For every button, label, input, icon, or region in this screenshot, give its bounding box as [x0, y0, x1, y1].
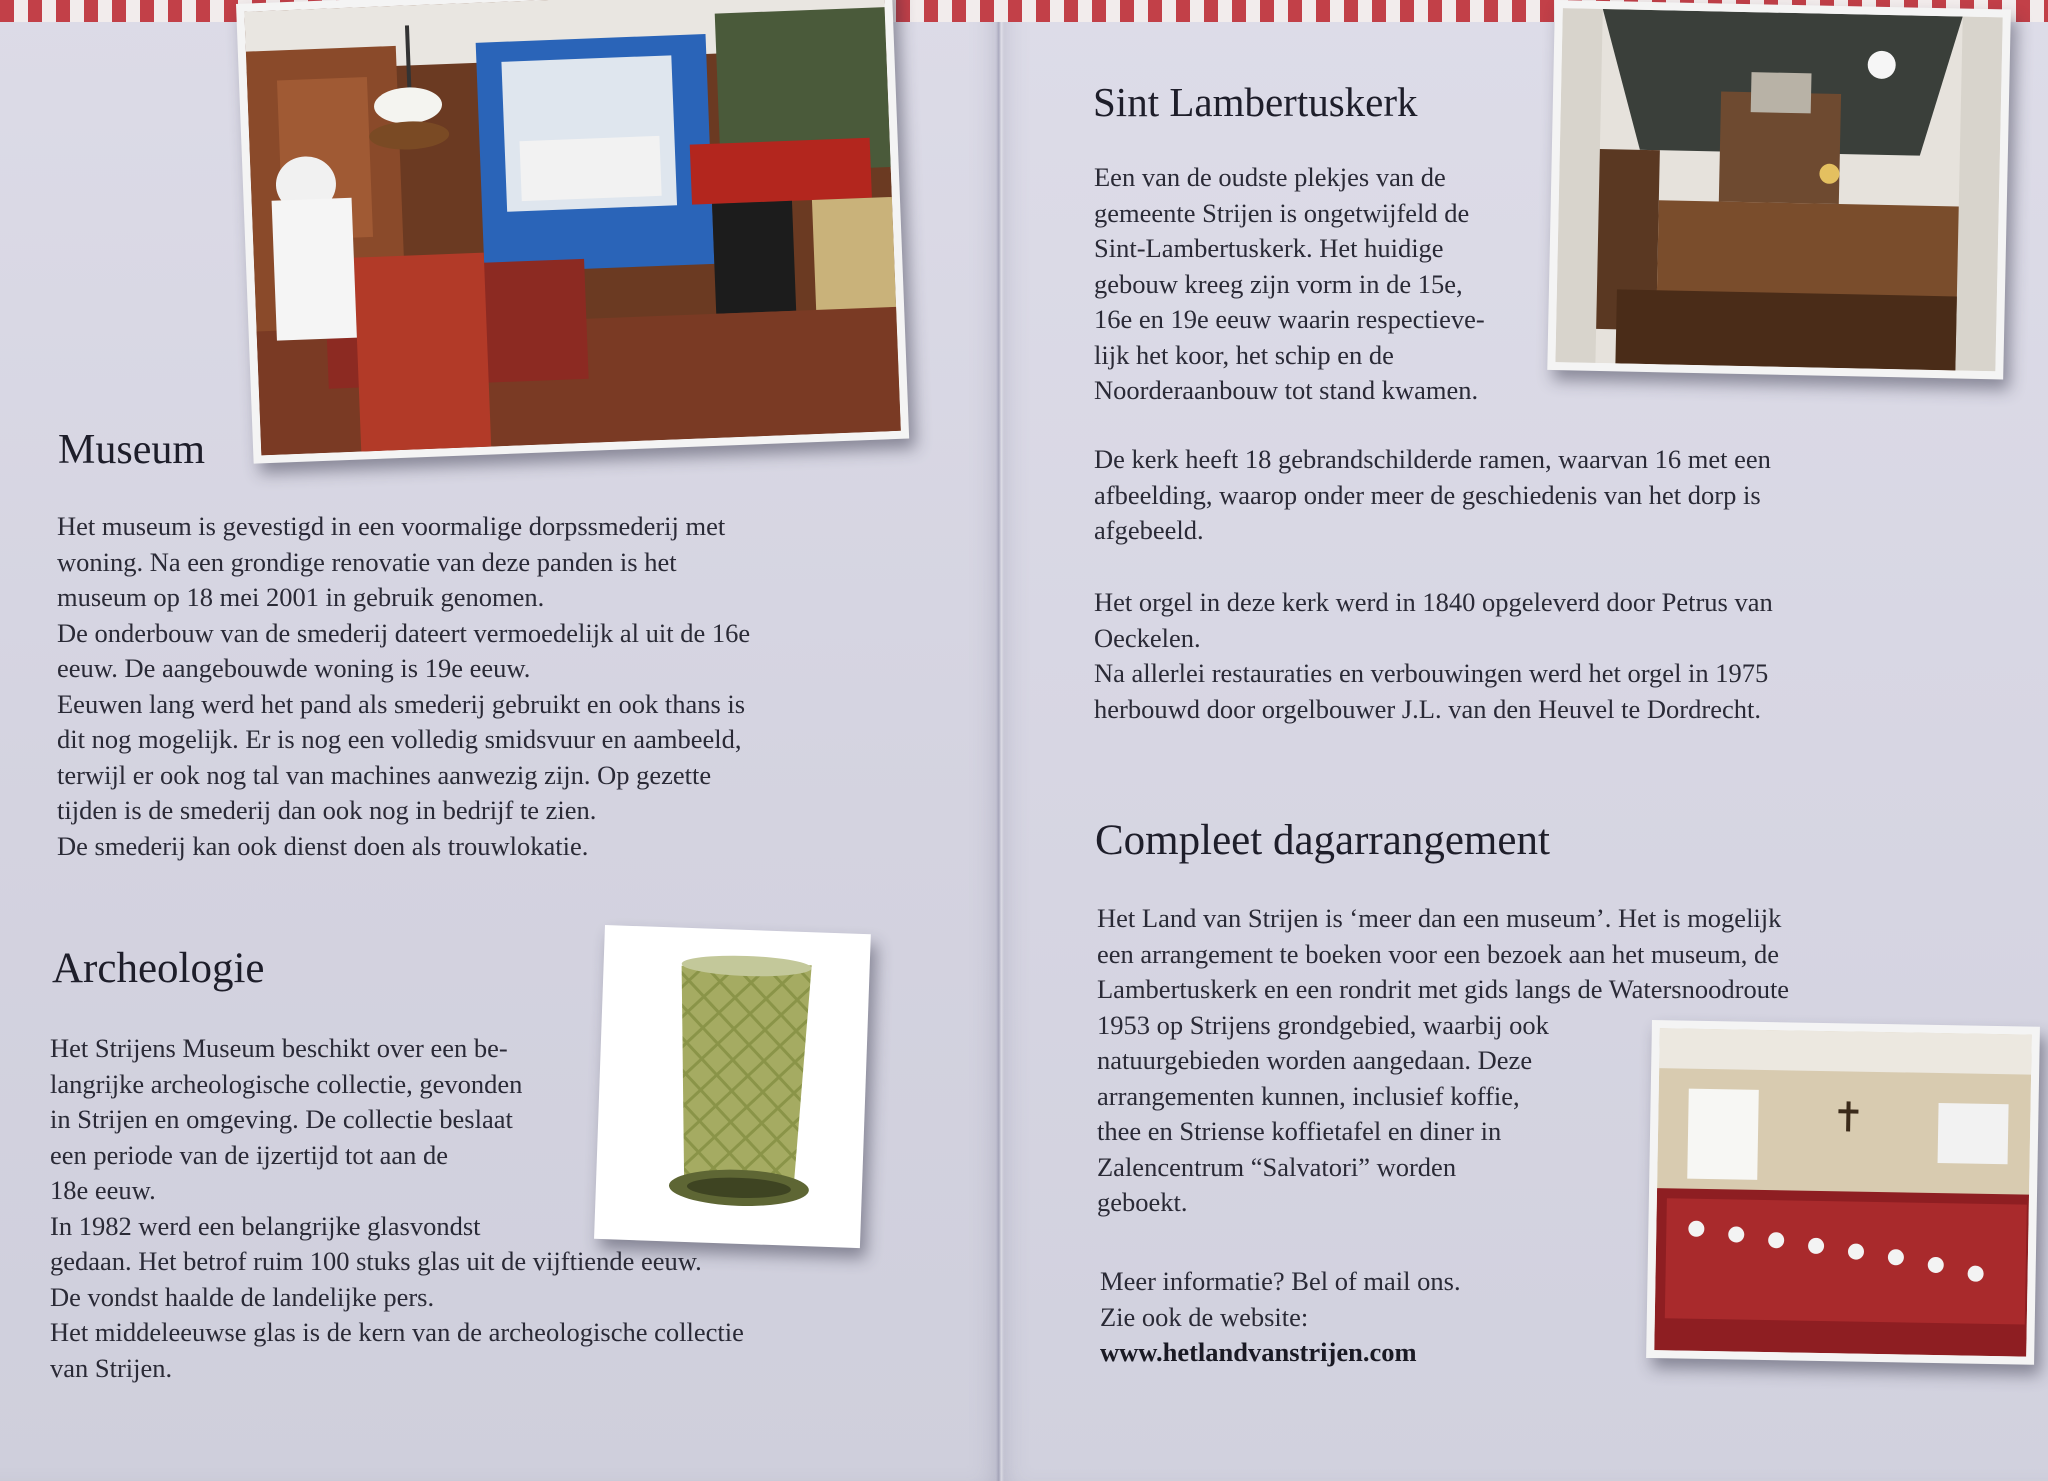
kerk-text-1 [1094, 160, 1485, 409]
kerk-text-2 [1094, 442, 1771, 549]
museum-line: De onderbouw van de smederij dateert vermoedelijk al uit de 16e [57, 617, 751, 648]
kerk-line: lijk het koor, het schip en de [1094, 339, 1394, 370]
kerk-line: afbeelding, waarop onder meer de geschiedenis van het dorp is [1094, 479, 1761, 510]
kerk-line: Na allerlei restauraties en verbouwingen werd het orgel in 1975 [1094, 658, 1769, 688]
contact-line: Zie ook de website: [1100, 1301, 1309, 1332]
arrangement-line: thee en Striense koffietafel en diner in [1097, 1116, 1502, 1146]
museum-line: eeuw. De aangebouwde woning is 19e eeuw. [57, 653, 531, 683]
museum-line: Het museum is gevestigd in een voormalige dorpssmederij met [57, 511, 726, 541]
church-photo [1547, 0, 2011, 379]
archeologie-title: Archeologie [52, 945, 265, 992]
arrangement-line: 1953 op Strijens grondgebied, waarbij ook [1097, 1009, 1549, 1040]
page-fold [996, 0, 1004, 1481]
kerk-text-3 [1094, 585, 1773, 727]
archeologie-line: langrijke archeologische collectie, gevonden [50, 1068, 523, 1099]
archeologie-line: De vondst haalde de landelijke pers. [50, 1281, 435, 1312]
archeologie-line: 18e eeuw. [50, 1175, 156, 1205]
museum-line: terwijl er ook nog tal van machines aanwezig zijn. Op gezette [57, 759, 712, 790]
arrangement-line: Lambertuskerk en een rondrit met gids langs de Watersnoodroute [1097, 974, 1790, 1004]
museum-title: Museum [58, 427, 205, 473]
archeologie-line: van Strijen. [50, 1352, 173, 1383]
kerk-line: Het orgel in deze kerk werd in 1840 opgeleverd door Petrus van [1094, 587, 1773, 617]
arrangement-line: Zalencentrum “Salvatori” worden [1097, 1151, 1457, 1182]
archeologie-line: gedaan. Het betrof ruim 100 stuks glas uit de vijftiende eeuw. [50, 1246, 702, 1276]
museum-line: De smederij kan ook dienst doen als trouwlokatie. [57, 830, 589, 861]
contact-text [1100, 1264, 1461, 1371]
museum-photo [236, 0, 909, 464]
kerk-line: gebouw kreeg zijn vorm in de 15e, [1094, 268, 1463, 299]
kerk-line: Een van de oudste plekjes van de [1094, 162, 1446, 192]
museum-line: museum op 18 mei 2001 in gebruik genomen. [57, 582, 545, 612]
contact-line: Meer informatie? Bel of mail ons. [1100, 1266, 1461, 1296]
archeologie-line: een periode van de ijzertijd tot aan de [50, 1139, 449, 1170]
arrangement-line: een arrangement te boeken voor een bezoek aan het museum, de [1097, 938, 1780, 969]
archeologie-text [50, 1031, 744, 1386]
kerk-title: Sint Lambertuskerk [1093, 79, 1418, 125]
museum-line: tijden is de smederij dan ook nog in bedrijf te zien. [57, 795, 597, 825]
arrangement-text [1097, 901, 1789, 1221]
archeologie-line: in Strijen en omgeving. De collectie beslaat [50, 1104, 513, 1134]
archeologie-line: Het middeleeuwse glas is de kern van de archeologische collectie [50, 1317, 744, 1347]
museum-line: Eeuwen lang werd het pand als smederij gebruikt en ook thans is [57, 688, 746, 719]
kerk-line: afgebeeld. [1094, 515, 1204, 545]
website-link[interactable]: www.hetlandvanstrijen.com [1100, 1337, 1417, 1367]
arrangement-line: arrangementen kunnen, inclusief koffie, [1097, 1080, 1520, 1111]
museum-line: dit nog mogelijk. Er is nog een volledig smidsvuur en aambeeld, [57, 724, 742, 754]
museum-line: woning. Na een grondige renovatie van deze panden is het [57, 546, 677, 577]
kerk-line: Sint-Lambertuskerk. Het huidige [1094, 233, 1444, 263]
arrangement-line: Het Land van Strijen is ‘meer dan een museum’. Het is mogelijk [1097, 903, 1782, 933]
kerk-line: De kerk heeft 18 gebrandschilderde ramen, waarvan 16 met een [1094, 444, 1771, 474]
kerk-line: 16e en 19e eeuw waarin respectieve- [1094, 304, 1485, 334]
kerk-line: herbouwd door orgelbouwer J.L. van den Heuvel te Dordrecht. [1094, 693, 1761, 724]
arrangement-title: Compleet dagarrangement [1095, 817, 1550, 864]
kerk-line: Oeckelen. [1094, 622, 1201, 653]
arrangement-line: geboekt. [1097, 1187, 1188, 1217]
arrangement-line: natuurgebieden worden aangedaan. Deze [1097, 1045, 1533, 1075]
archeologie-line: In 1982 werd een belangrijke glasvondst [50, 1210, 481, 1241]
kerk-line: gemeente Strijen is ongetwijfeld de [1094, 197, 1470, 228]
archeologie-line: Het Strijens Museum beschikt over een be- [50, 1033, 508, 1063]
kerk-line: Noorderaanbouw tot stand kwamen. [1094, 375, 1479, 405]
museum-text [57, 509, 750, 864]
